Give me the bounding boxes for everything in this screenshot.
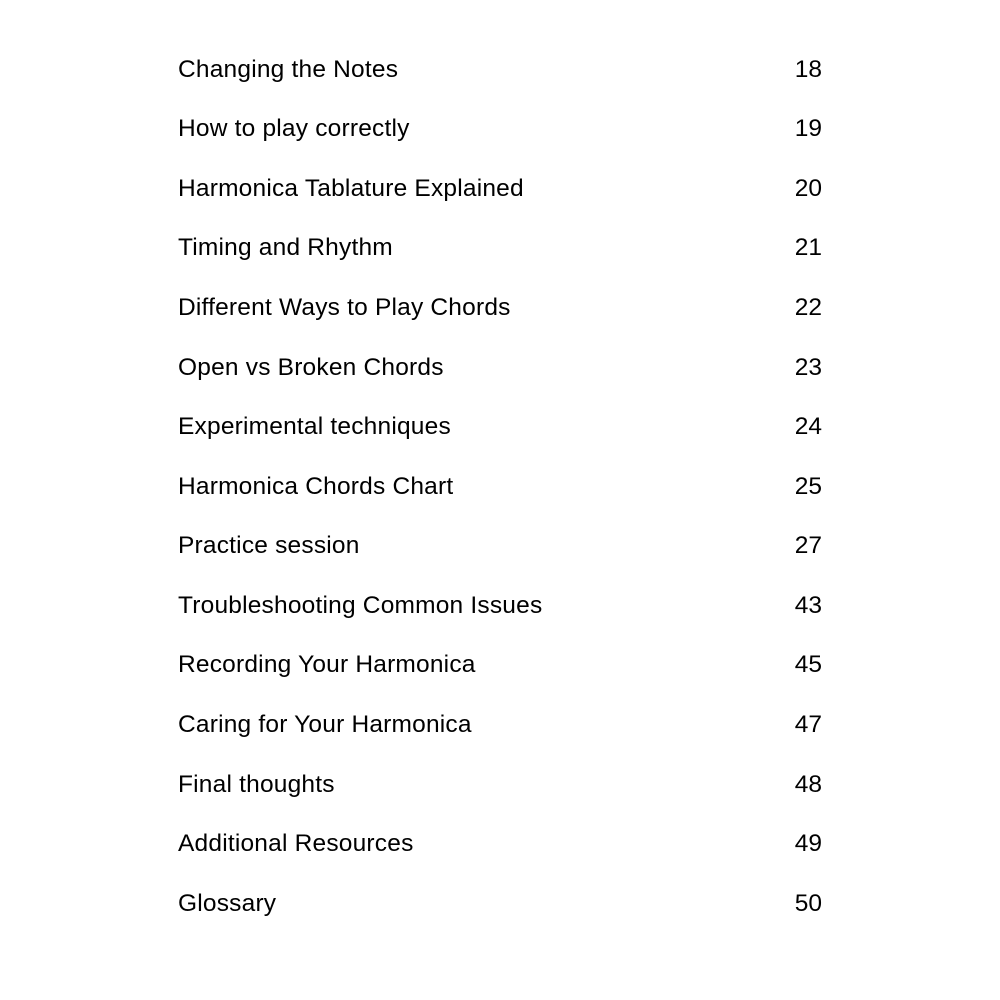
toc-entry	[178, 40, 822, 100]
toc-entry-page-number: 20	[794, 174, 822, 202]
toc-entry-page-number: 19	[794, 115, 822, 143]
toc-entry	[178, 755, 822, 815]
toc-entry	[178, 636, 822, 696]
toc-entry-title: Harmonica Tablature Explained	[178, 174, 524, 202]
toc-list	[178, 40, 822, 934]
toc-entry-title: Experimental techniques	[178, 413, 451, 441]
toc-entry-page-number: 43	[794, 591, 822, 619]
toc-entry-page-number: 25	[794, 472, 822, 500]
toc-entry	[178, 457, 822, 517]
toc-entry-page-number: 50	[794, 889, 822, 917]
toc-entry-title: Changing the Notes	[178, 55, 399, 83]
toc-entry-title: Troubleshooting Common Issues	[178, 591, 543, 619]
toc-entry-title: Different Ways to Play Chords	[178, 293, 511, 321]
toc-entry-page-number: 45	[794, 651, 822, 679]
toc-entry-page-number: 18	[794, 55, 822, 83]
toc-entry	[178, 398, 822, 458]
toc-entry	[178, 874, 822, 934]
toc-entry	[178, 159, 822, 219]
toc-entry-page-number: 49	[794, 830, 822, 858]
toc-entry-page-number: 27	[794, 532, 822, 560]
toc-entry-page-number: 23	[794, 353, 822, 381]
toc-entry	[178, 696, 822, 756]
toc-entry-title: Timing and Rhythm	[178, 234, 393, 262]
toc-entry	[178, 100, 822, 160]
toc-entry-title: Open vs Broken Chords	[178, 353, 444, 381]
toc-entry-title: Harmonica Chords Chart	[178, 472, 454, 500]
toc-entry	[178, 219, 822, 279]
toc-entry-title: Additional Resources	[178, 830, 414, 858]
toc-entry	[178, 815, 822, 875]
toc-entry-title: Caring for Your Harmonica	[178, 711, 472, 739]
toc-entry	[178, 278, 822, 338]
toc-entry-title: Glossary	[178, 889, 277, 917]
toc-entry-page-number: 24	[794, 413, 822, 441]
toc-entry	[178, 576, 822, 636]
toc-entry-title: Practice session	[178, 532, 360, 560]
toc-entry	[178, 338, 822, 398]
toc-entry-title: How to play correctly	[178, 115, 410, 143]
toc-entry-page-number: 47	[794, 711, 822, 739]
toc-entry-page-number: 21	[794, 234, 822, 262]
toc-entry-page-number: 48	[794, 770, 822, 798]
toc-entry-page-number: 22	[794, 293, 822, 321]
toc-entry-title: Final thoughts	[178, 770, 335, 798]
toc-entry-title: Recording Your Harmonica	[178, 651, 476, 679]
toc-entry	[178, 517, 822, 577]
